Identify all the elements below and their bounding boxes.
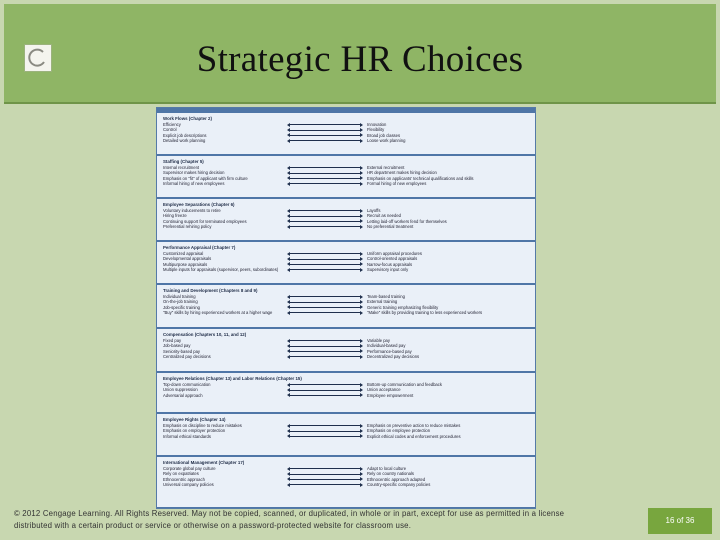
double-arrow-icon — [289, 259, 361, 260]
figure-section — [157, 371, 535, 412]
strategic-hr-figure — [157, 108, 535, 508]
double-arrow-icon — [289, 479, 361, 480]
left-choice: Emphasis on employer protection — [163, 428, 226, 434]
left-choice: Centralized pay decisions — [163, 353, 211, 359]
right-choice: HR department makes hiring decision — [367, 170, 437, 176]
left-choice: Supervisor makes hiring decision — [163, 170, 225, 176]
left-choice: Top-down communication — [163, 382, 211, 387]
left-choice: Job-specific training — [163, 304, 201, 310]
right-choice: Adapt to local culture — [367, 466, 407, 471]
choice-row — [157, 267, 535, 272]
left-choice: Developmental appraisals — [163, 256, 212, 262]
right-choice: Loose work planning — [367, 137, 406, 143]
right-choice: Explicit ethical codes and enforcement procedures — [367, 433, 461, 439]
double-arrow-icon — [289, 484, 361, 485]
figure-section — [157, 455, 535, 507]
right-choice: Performance-based pay — [367, 348, 412, 354]
right-choice: Recruit as needed — [367, 213, 401, 219]
left-choice: Emphasis on "fit" of applicant with firm culture — [163, 175, 248, 181]
double-arrow-icon — [289, 130, 361, 131]
double-arrow-icon — [289, 210, 361, 211]
section-rows — [157, 251, 535, 272]
right-choice: "Make" skills by providing training to less experienced workers — [367, 309, 483, 315]
left-choice: Control — [163, 127, 177, 133]
double-arrow-icon — [289, 253, 361, 254]
right-choice: External recruitment — [367, 165, 405, 170]
section-title: Employee Relations (Chapter 13) and Labor Relations (Chapter 15) — [163, 376, 302, 381]
left-choice: Informal hiring of new employees — [163, 180, 225, 186]
double-arrow-icon — [289, 474, 361, 475]
left-choice: Detailed work planning — [163, 137, 206, 143]
right-choice: Uniform appraisal procedures — [367, 251, 422, 256]
right-choice: Ethnocentric approach adapted — [367, 476, 426, 482]
double-arrow-icon — [289, 436, 361, 437]
section-title: Training and Development (Chapters 8 and 9) — [163, 288, 258, 293]
left-choice: Rely on expatriates — [163, 471, 199, 477]
left-choice: Corporate global pay culture — [163, 466, 216, 471]
right-choice: Emphasis on employee protection — [367, 428, 431, 434]
double-arrow-icon — [289, 140, 361, 141]
section-rows — [157, 423, 535, 439]
left-choice: Adversarial approach — [163, 392, 203, 398]
choice-row — [157, 224, 535, 229]
left-choice: Union suppression — [163, 387, 198, 393]
left-choice: Seniority-based pay — [163, 348, 201, 354]
double-arrow-icon — [289, 173, 361, 174]
left-choice: Multiple inputs for appraisals (supervisor, peers, subordinates) — [163, 266, 279, 272]
right-choice: Formal hiring of new employees — [367, 180, 427, 186]
left-choice: Universal company policies — [163, 481, 214, 487]
double-arrow-icon — [289, 216, 361, 217]
left-choice: Hiring freeze — [163, 213, 187, 219]
double-arrow-icon — [289, 178, 361, 179]
right-choice: Narrow-focus appraisals — [367, 261, 413, 267]
left-choice: On-the-job training — [163, 299, 198, 305]
choice-row — [157, 393, 535, 398]
choice-row — [157, 482, 535, 487]
right-choice: Supervisory input only — [367, 266, 409, 272]
double-arrow-icon — [289, 167, 361, 168]
figure-section — [157, 327, 535, 371]
figure-section — [157, 283, 535, 327]
double-arrow-icon — [289, 390, 361, 391]
right-choice: Layoffs — [367, 208, 381, 213]
double-arrow-icon — [289, 384, 361, 385]
right-choice: Flexibility — [367, 127, 385, 133]
section-rows — [157, 382, 535, 398]
figure-section — [157, 240, 535, 283]
right-choice: Innovation — [367, 122, 387, 127]
right-choice: No preferential treatment — [367, 223, 414, 229]
double-arrow-icon — [289, 124, 361, 125]
right-choice: Variable pay — [367, 338, 390, 343]
double-arrow-icon — [289, 221, 361, 222]
right-choice: Emphasis on applicants' technical qualifications and skills — [367, 175, 474, 181]
choice-row — [157, 310, 535, 315]
left-choice: Informal ethical standards — [163, 433, 211, 439]
figure-section — [157, 111, 535, 154]
right-choice: Letting laid-off workers fend for themselves — [367, 218, 447, 224]
left-choice: Job-based pay — [163, 343, 191, 349]
choice-row — [157, 434, 535, 439]
double-arrow-icon — [289, 312, 361, 313]
left-choice: Customized appraisal — [163, 251, 204, 256]
page-number: 16 of 36 — [648, 508, 712, 534]
section-rows — [157, 165, 535, 186]
left-choice: Fixed pay — [163, 338, 182, 343]
left-choice: Internal recruitment — [163, 165, 200, 170]
double-arrow-icon — [289, 264, 361, 265]
double-arrow-icon — [289, 183, 361, 184]
section-rows — [157, 338, 535, 359]
figure-section — [157, 412, 535, 455]
left-choice: Emphasis on discipline to reduce mistakes — [163, 423, 242, 428]
right-choice: Control-oriented appraisals — [367, 256, 418, 262]
left-choice: Multipurpose appraisals — [163, 261, 208, 267]
choice-row — [157, 354, 535, 359]
page-title: Strategic HR Choices — [196, 39, 524, 80]
right-choice: Team-based training — [367, 294, 405, 299]
double-arrow-icon — [289, 269, 361, 270]
left-choice: Individual training — [163, 294, 196, 299]
figure-section — [157, 197, 535, 240]
section-title: Employee Rights (Chapter 14) — [163, 417, 226, 422]
section-rows — [157, 294, 535, 315]
double-arrow-icon — [289, 226, 361, 227]
copyright-footer: © 2012 Cengage Learning. All Rights Reserved. May not be copied, scanned, or duplicated, in whole or in part, except for use as permitted in a license distributed with a certain product or service or otherwise on a password-protected website for classroom use. — [14, 509, 565, 530]
right-choice: Employee empowerment — [367, 392, 414, 398]
double-arrow-icon — [289, 346, 361, 347]
section-title: Employee Separations (Chapter 6) — [163, 202, 235, 207]
double-arrow-icon — [289, 395, 361, 396]
double-arrow-icon — [289, 340, 361, 341]
section-title: Performance Appraisal (Chapter 7) — [163, 245, 236, 250]
right-choice: Decentralized pay decisions — [367, 353, 420, 359]
right-choice: External training — [367, 299, 398, 305]
right-choice: Bottom-up communication and feedback — [367, 382, 442, 387]
left-choice: Continuing support for terminated employees — [163, 218, 247, 224]
right-choice: Individual-based pay — [367, 343, 406, 349]
double-arrow-icon — [289, 431, 361, 432]
double-arrow-icon — [289, 468, 361, 469]
right-choice: Broad job classes — [367, 132, 401, 138]
section-title: Staffing (Chapter 5) — [163, 159, 204, 164]
figure-section — [157, 154, 535, 197]
right-choice: Rely on country nationals — [367, 471, 415, 477]
section-rows — [157, 466, 535, 487]
section-rows — [157, 208, 535, 229]
double-arrow-icon — [289, 135, 361, 136]
double-arrow-icon — [289, 302, 361, 303]
choice-row — [157, 138, 535, 143]
section-title: Compensation (Chapters 10, 11, and 12) — [163, 332, 247, 337]
double-arrow-icon — [289, 296, 361, 297]
left-choice: Explicit job descriptions — [163, 132, 207, 138]
left-choice: Voluntary inducements to retire — [163, 208, 221, 213]
double-arrow-icon — [289, 425, 361, 426]
left-choice: Efficiency — [163, 122, 181, 127]
left-choice: Ethnocentric approach — [163, 476, 205, 482]
right-choice: Generic training emphasizing flexibility — [367, 304, 439, 310]
double-arrow-icon — [289, 307, 361, 308]
choice-row — [157, 181, 535, 186]
section-title: International Management (Chapter 17) — [163, 460, 245, 465]
double-arrow-icon — [289, 356, 361, 357]
right-choice: Emphasis on preventive action to reduce mistakes — [367, 423, 461, 428]
right-choice: Country-specific company policies — [367, 481, 431, 487]
left-choice: "Buy" skills by hiring experienced workers at a higher wage — [163, 309, 273, 315]
section-title: Work Flows (Chapter 2) — [163, 116, 212, 121]
section-rows — [157, 122, 535, 143]
right-choice: Union acceptance — [367, 387, 401, 393]
double-arrow-icon — [289, 351, 361, 352]
left-choice: Preferential rehiring policy — [163, 223, 212, 229]
